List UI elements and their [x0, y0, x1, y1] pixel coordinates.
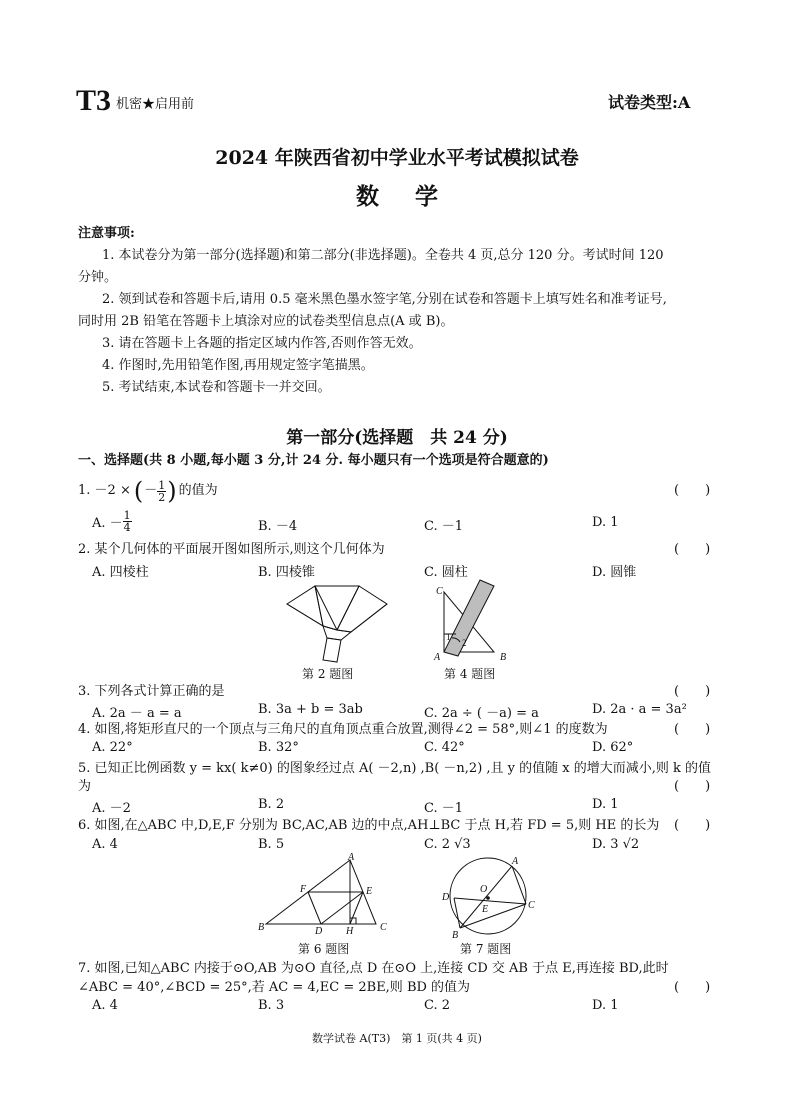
label-H: H — [346, 926, 354, 934]
q1-stem-post: 的值为 — [178, 483, 218, 498]
fraction: $\frac{1}{4}$ — [123, 509, 131, 534]
q4-option-d: D. 62° — [592, 740, 634, 755]
q1-option-b: B. －4 — [258, 519, 298, 534]
figure-2-caption: 第 2 题图 — [302, 667, 354, 681]
label-A: A — [512, 856, 519, 867]
q2-option-b: B. 四棱锥 — [258, 565, 315, 580]
q7-option-c: C. 2 — [424, 998, 451, 1013]
q1-option-d: D. 1 — [592, 515, 619, 530]
answer-bracket: ( ) — [674, 542, 711, 557]
note-line: 分钟。 — [78, 270, 118, 285]
secret-label: 机密★启用前 — [116, 97, 195, 112]
label-C: C — [436, 586, 443, 597]
q1-option-c: C. －1 — [424, 519, 464, 534]
answer-bracket: ( ) — [674, 684, 711, 699]
notes-heading: 注意事项: — [78, 226, 135, 241]
label-C: C — [380, 922, 387, 933]
q1-stem-pre: 1. －2 × — [78, 483, 131, 498]
answer-bracket: ( ) — [674, 818, 711, 833]
q6-option-d: D. 3 √2 — [592, 837, 640, 852]
label-D: D — [315, 926, 323, 934]
answer-bracket: ( ) — [674, 483, 711, 498]
q3-option-c: C. 2a ÷ ( －a) = a — [424, 706, 539, 721]
question-3-stem: 3. 下列各式计算正确的是 — [78, 684, 225, 699]
q3-option-a: A. 2a － a = a — [92, 706, 182, 721]
q7-option-a: A. 4 — [92, 998, 118, 1013]
question-4-stem: 4. 如图,将矩形直尺的一个顶点与三角尺的直角顶点重合放置,测得∠2 = 58°,则∠1 的度数为 — [78, 722, 608, 737]
question-2-stem: 2. 某个几何体的平面展开图如图所示,则这个几何体为 — [78, 542, 385, 557]
label-B: B — [500, 652, 507, 662]
figure-2-pyramid-net — [283, 582, 391, 664]
q5-option-d: D. 1 — [592, 797, 619, 812]
q6-option-a: A. 4 — [92, 837, 118, 852]
label-F: F — [300, 884, 307, 895]
q2-option-a: A. 四棱柱 — [92, 565, 149, 580]
page-title: 2024 年陕西省初中学业水平考试模拟试卷 — [215, 147, 579, 169]
label-E: E — [366, 886, 373, 897]
q6-option-b: B. 5 — [258, 837, 285, 852]
page-footer: 数学试卷 A(T3) 第 1 页(共 4 页) — [312, 1032, 482, 1045]
figure-6-caption: 第 6 题图 — [298, 942, 350, 956]
q6-option-c: C. 2 √3 — [424, 837, 471, 852]
label-O: O — [480, 884, 488, 895]
label-angle-2: 2 — [462, 638, 467, 648]
question-7-stem: 7. 如图,已知△ABC 内接于⊙O,AB 为⊙O 直径,点 D 在⊙O 上,连接 CD 交 AB 于点 E,再连接 BD,此时 — [78, 961, 669, 976]
q5-option-c: C. －1 — [424, 801, 464, 816]
question-1-stem: 1. －2 × ( － $\frac{1}{2}$ ) 的值为 — [78, 477, 218, 505]
figure-7-caption: 第 7 题图 — [460, 942, 512, 956]
section-title: 第一部分(选择题 共 24 分) — [286, 428, 508, 448]
answer-bracket: ( ) — [674, 980, 711, 995]
paper-type: 试卷类型:A — [608, 93, 691, 112]
q2-option-c: C. 圆柱 — [424, 565, 468, 580]
paper-code: T3 — [76, 84, 112, 117]
label-B: B — [258, 922, 265, 933]
label-D: D — [442, 892, 450, 903]
label-E: E — [482, 904, 489, 915]
q3-option-b: B. 3a + b = 3ab — [258, 702, 363, 717]
figure-4-ruler-triangle — [432, 578, 516, 662]
note-line: 4. 作图时,先用铅笔作图,再用规定签字笔描黑。 — [102, 358, 374, 373]
note-line: 2. 领到试卷和答题卡后,请用 0.5 毫米黑色墨水签字笔,分别在试卷和答题卡上填写姓名和准考证号, — [102, 292, 667, 307]
question-7-stem-cont: ∠ABC = 40°,∠BCD = 25°,若 AC = 4,EC = 2BE,则 BD 的值为 — [78, 980, 471, 995]
question-5-stem: 5. 已知正比例函数 y = kx( k≠0) 的图象经过点 A( －2,n) ,B( －n,2) ,且 y 的值随 x 的增大而减小,则 k 的值 — [78, 761, 712, 776]
q1-option-a: A. － $\frac{1}{4}$ — [92, 509, 131, 534]
q7-option-d: D. 1 — [592, 998, 619, 1013]
q2-option-d: D. 圆锥 — [592, 565, 637, 580]
q4-option-c: C. 42° — [424, 740, 465, 755]
fraction: $\frac{1}{2}$ — [158, 478, 166, 504]
figure-7-circle — [438, 852, 542, 938]
q4-option-b: B. 32° — [258, 740, 299, 755]
label-B: B — [452, 930, 459, 938]
label-C: C — [528, 900, 535, 911]
q5-option-b: B. 2 — [258, 797, 285, 812]
q4-option-a: A. 22° — [92, 740, 133, 755]
note-line: 3. 请在答题卡上各题的指定区域内作答,否则作答无效。 — [102, 336, 422, 351]
figure-4-caption: 第 4 题图 — [444, 667, 496, 681]
question-5-stem-cont: 为 — [78, 779, 92, 794]
label-A: A — [434, 652, 441, 662]
answer-bracket: ( ) — [674, 722, 711, 737]
note-line: 1. 本试卷分为第一部分(选择题)和第二部分(非选择题)。全卷共 4 页,总分 120 分。考试时间 120 — [102, 248, 664, 263]
note-line: 5. 考试结束,本试卷和答题卡一并交回。 — [102, 380, 331, 395]
subject-title: 数学 — [356, 183, 474, 210]
label-angle-1: 1 — [446, 632, 451, 642]
q7-option-b: B. 3 — [258, 998, 285, 1013]
section-instruction: 一、选择题(共 8 小题,每小题 3 分,计 24 分. 每小题只有一个选项是符合题意的) — [78, 453, 549, 468]
label-A: A — [348, 852, 355, 863]
q3-option-d: D. 2a · a = 3a² — [592, 702, 687, 717]
note-line: 同时用 2B 铅笔在答题卡上填涂对应的试卷类型信息点(A 或 B)。 — [78, 314, 454, 329]
question-6-stem: 6. 如图,在△ABC 中,D,E,F 分别为 BC,AC,AB 边的中点,AH⊥BC 于点 H,若 FD = 5,则 HE 的长为 — [78, 818, 660, 833]
figure-6-triangle — [256, 852, 392, 934]
q5-option-a: A. －2 — [92, 801, 131, 816]
answer-bracket: ( ) — [674, 779, 711, 794]
